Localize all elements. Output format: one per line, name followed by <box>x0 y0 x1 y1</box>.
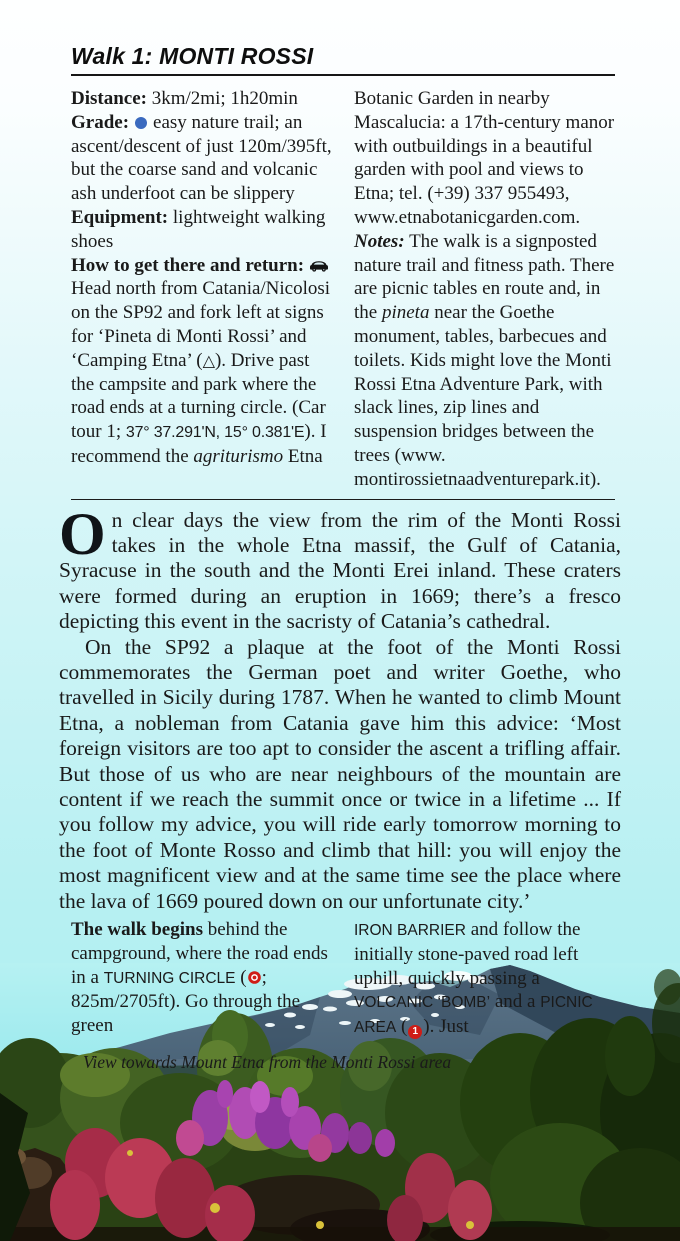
turning-circle-waypoint-icon <box>248 971 261 984</box>
info-panel <box>71 87 615 492</box>
paragraph-2 <box>59 635 621 914</box>
waypoint-1-badge: 1 <box>408 1025 422 1039</box>
how-text-4: Etna <box>283 445 323 467</box>
walk-directions <box>71 918 615 1040</box>
car-icon <box>309 259 329 272</box>
walk-left-text-2: ( <box>235 966 247 988</box>
how-text-2: ). Drive past the campsite and park where the road ends at a turning circle. (Car tour 1; <box>71 349 326 443</box>
notes-label: Notes: <box>354 230 405 252</box>
page-content <box>59 42 621 1073</box>
walk-right-text-3: ( <box>396 1016 408 1038</box>
paragraph-1-text: n clear days the view from the rim of the Monti Rossi takes in the whole Etna massif, the Gulf of Catania, Syracuse in the south and the Monti Erei inland. These craters were formed during an eruption in 1669; there’s a fresco depicting this event in the sacristy of Catania’s cathedral. <box>59 507 621 634</box>
main-body <box>59 500 621 915</box>
walk-right-text-2: and a <box>490 991 541 1013</box>
paragraph-2-text: On the SP92 a plaque at the foot of the Monti Rossi commemorates the German poet and writer Goethe, who travelled in Sicily during 1787. When he wanted to climb Mount Etna, a nobleman from Catania gave him this advice: ‘Most foreign visitors are too apt to consider the ascent a trifling affair. But those of us who are near neighbours of the mountain are content if we reach the summit once or twice in a lifetime ... If you follow my advice, you will ride early tomorrow morning to the foot of Monte Rosso and climb that hill: you will enjoy the most magnificent view and at the same time see the place where the lava of 1669 poured down on our unfortunate city.’ <box>59 634 621 913</box>
walk-begins-label: The walk begins <box>71 919 203 941</box>
equipment-label: Equipment: <box>71 206 169 228</box>
drop-cap: O <box>59 500 106 567</box>
grade-level-dot-icon <box>135 117 147 129</box>
walk-begins-paragraph <box>71 918 332 1038</box>
walk-right-column <box>354 918 615 1040</box>
info-left-column <box>71 87 332 492</box>
volcanic-bomb-label: VOLCANIC ‘BOMB’ <box>354 994 491 1012</box>
page-title: Walk 1: MONTI ROSSI <box>71 43 314 69</box>
photo-caption: View towards Mount Etna from the Monti Rossi area <box>83 1052 452 1073</box>
walk-right-text-1: and follow the initially stone-paved road left uphill, quickly passing a <box>354 919 581 989</box>
walk-left-text-3: ; 825m/2705ft). Go through the green <box>71 966 301 1037</box>
how-to-get-there-row <box>71 254 332 469</box>
grade-label: Grade: <box>71 111 130 133</box>
grade-row <box>71 111 332 206</box>
agriturismo-word: agriturismo <box>193 445 284 467</box>
botanic-garden-paragraph <box>354 87 615 230</box>
walk-continue-paragraph <box>354 918 615 1040</box>
picnic-area-label: PICNIC AREA <box>354 994 593 1037</box>
title-divider <box>71 74 615 76</box>
turning-circle-label: TURNING CIRCLE <box>103 969 236 987</box>
distance-label: Distance: <box>71 88 147 109</box>
notes-text-1: The walk is a signposted nature trail and fitness path. There are picnic tables en route and, in the <box>354 230 615 324</box>
notes-paragraph <box>354 230 615 492</box>
how-text-1: Head north from Catania/Nicolosi on the SP92 and fork left at signs for ‘Pineta di Monti Rossi’ and ‘Camping Etna’ ( <box>71 278 331 371</box>
section-divider <box>71 499 615 500</box>
notes-text-2: near the Goethe monument, tables, barbecues and toilets. Kids might love the Monti Rossi Etna Adventure Park, with slack lines, zip lines and suspension bridges between the trees (www. montirossietnaadventurepark.it). <box>354 302 612 490</box>
distance-row <box>71 87 332 111</box>
equipment-row <box>71 206 332 254</box>
walk-right-text-4: ). Just <box>423 1016 469 1038</box>
how-label: How to get there and return: <box>71 254 305 276</box>
how-text-3: ). I recommend the <box>71 421 327 467</box>
botanic-garden-text: Botanic Garden in nearby Mascalucia: a 17th-century manor with outbuildings in a beautiful garden with pool and views to Etna; tel. (+39) 337 955493, www.etnabotanicgarden.com. <box>354 88 615 228</box>
walk-left-column <box>71 918 332 1040</box>
gps-coordinates: 37° 37.291'N, 15° 0.381'E <box>125 424 305 442</box>
walk-left-text-1: behind the campground, where the road ends in a <box>71 919 328 988</box>
campsite-icon: △ <box>202 350 215 370</box>
distance-value: 3km/2mi; 1h20min <box>146 88 298 109</box>
grade-value: easy nature trail; an ascent/descent of just 120m/395ft, but the coarse sand and volcanic ash underfoot can be slippery <box>71 111 332 205</box>
equipment-value: lightweight walking shoes <box>71 206 326 252</box>
pineta-word: pineta <box>381 302 430 324</box>
paragraph-1 <box>59 500 621 635</box>
info-right-column <box>354 87 615 492</box>
iron-barrier-label: IRON BARRIER <box>354 922 466 940</box>
